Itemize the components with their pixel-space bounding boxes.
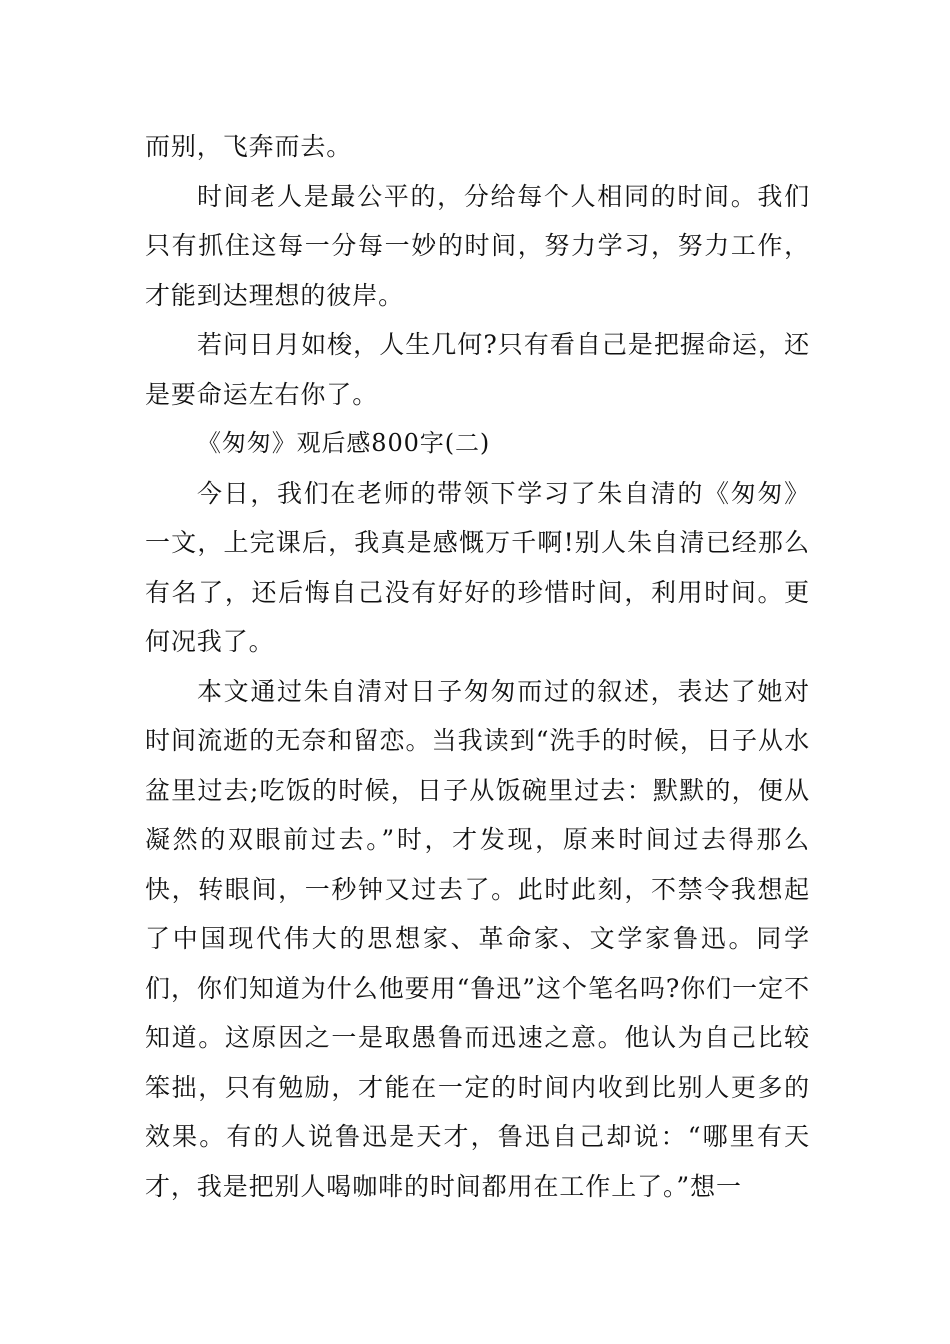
paragraph-lesson-intro: 今日，我们在老师的带领下学习了朱自清的《匆匆》一文，上完课后，我真是感慨万千啊!别人朱自清已经那么有名了，还后悔自己没有好好的珍惜时间，利用时间。更何况我了。: [145, 478, 810, 656]
document-body: [145, 122, 810, 1211]
paragraph-continuation: 而别，飞奔而去。: [145, 132, 353, 161]
section-heading: 《匆匆》观后感800字(二): [197, 429, 491, 457]
paragraph-time-fairness: 时间老人是最公平的，分给每个人相同的时间。我们只有抓住这每一分每一妙的时间，努力学习，努力工作，才能到达理想的彼岸。: [145, 181, 810, 310]
paragraph-lu-xun: 本文通过朱自清对日子匆匆而过的叙述，表达了她对时间流逝的无奈和留恋。当我读到“洗手的时候，日子从水盆里过去;吃饭的时候，日子从饭碗里过去：默默的，便从凝然的双眼前过去。”时，才发现，原来时间过去得那么快，转眼间，一秒钟又过去了。此时此刻，不禁令我想起了中国现代伟大的思想家、革命家、文学家鲁迅。同学们，你们知道为什么他要用“鲁迅”这个笔名吗?你们一定不知道。这原因之一是取愚鲁而迅速之意。他认为自己比较笨拙，只有勉励，才能在一定的时间内收到比别人更多的效果。有的人说鲁迅是天才，鲁迅自己却说：“哪里有天才，我是把别人喝咖啡的时间都用在工作上了。”想一: [145, 676, 810, 1201]
paragraph-fate-question: 若问日月如梭，人生几何?只有看自己是把握命运，还是要命运左右你了。: [145, 330, 810, 409]
